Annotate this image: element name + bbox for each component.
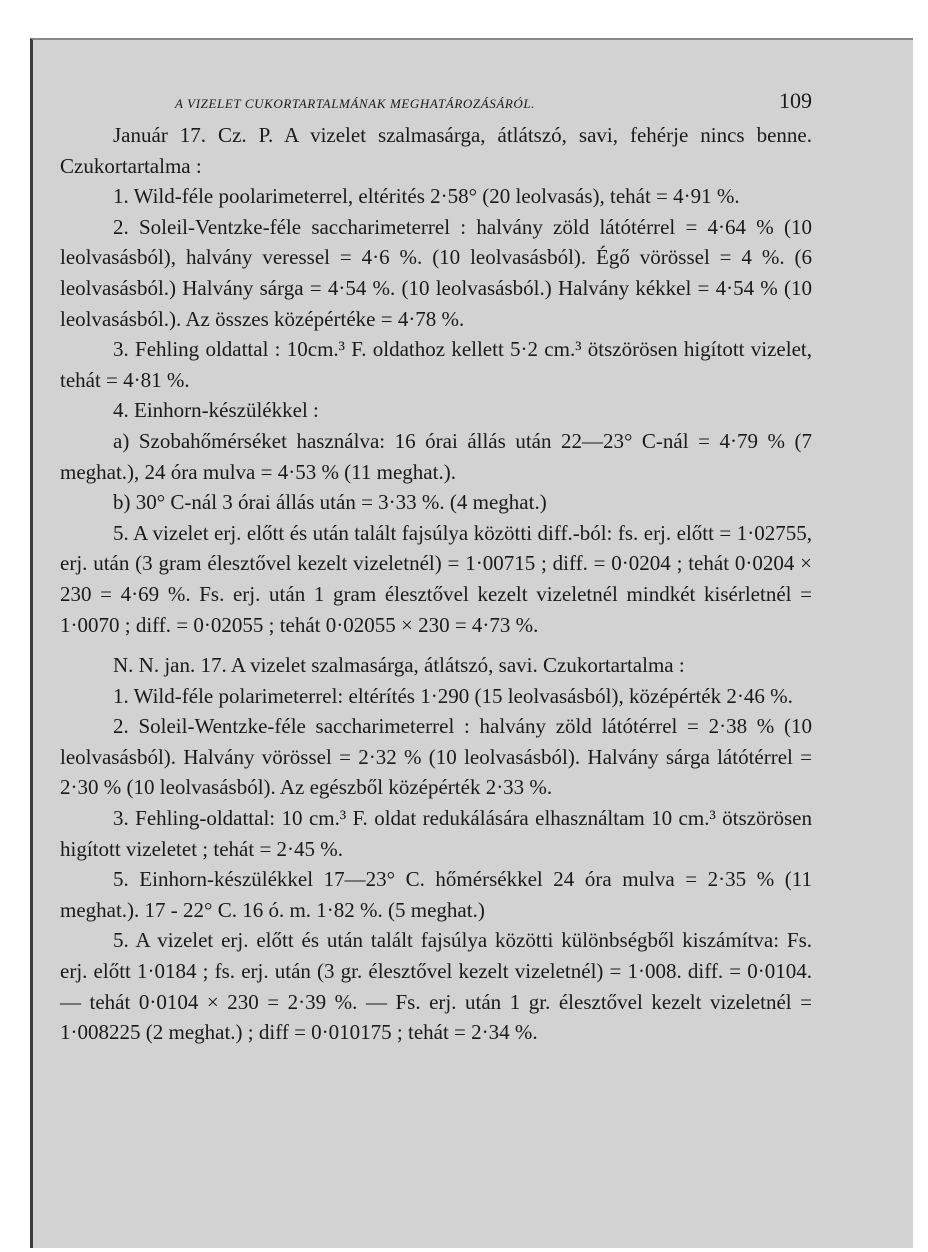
paragraph-einhorn-a: a) Szobahőmérséket használva: 16 órai állás után 22—23° C-nál = 4·79 % (7 meghat.), 24 óra mulva = 4·53 % (11 meghat.). (60, 428, 812, 484)
running-header (60, 86, 812, 120)
paragraph-einhorn-heading: 4. Einhorn-készülékkel : (113, 398, 319, 423)
paragraph-nn-intro: N. N. jan. 17. A vizelet szalmasárga, átlátszó, savi. Czukortartalma : (113, 653, 685, 678)
paragraph-nn-fehling: 3. Fehling-oldattal: 10 cm.³ F. oldat redukálására elhasználtam 10 cm.³ ötszörösen higított vizeletet ; tehát = 2·45 %. (60, 806, 812, 861)
paragraph-fehling: 3. Fehling oldattal : 10cm.³ F. oldathoz kellett 5·2 cm.³ ötszörösen higított vizelet, tehát = 4·81 %. (60, 337, 812, 392)
paragraph-wild-polarimeter: 1. Wild-féle poolarimeterrel, eltérités 2·58° (20 leolvasás), tehát = 4·91 %. (113, 184, 740, 209)
paragraph-nn-specific-gravity: 5. A vizelet erj. előtt és után talált fajsúlya közötti különbségből kiszámítva: Fs. erj. előtt 1·0184 ; fs. erj. után (3 gr. élesztővel kezelt vizeletnél) = 1·008. diff. = 0·0104. — tehát 0·0104 × 230 = 2·39 %. — Fs. erj. után 1 gr. élesztővel kezelt vizeletnél = 1·008225 (2 meghat.) ; diff = 0·010175 ; tehát = 2·34 %. (60, 928, 812, 1045)
page-body (60, 120, 812, 1048)
running-title: A VIZELET CUKORTARTALMÁNAK MEGHATÁROZÁSÁRÓL. (175, 96, 536, 111)
paragraph-nn-wild: 1. Wild-féle polarimeterrel: eltérítés 1·290 (15 leolvasásból), középérték 2·46 %. (113, 683, 793, 708)
page-number: 109 (779, 88, 812, 113)
paragraph-nn-soleil: 2. Soleil-Wentzke-féle saccharimeterrel : halvány zöld látótérrel = 2·38 % (10 leolvasásból). Halvány vörössel = 2·32 % (10 leolvasásból). Halvány sárga látótérrel = 2·30 % (10 leolvasásból). Az egészből középérték 2·33 %. (60, 714, 812, 800)
paragraph-soleil-ventzke: 2. Soleil-Ventzke-féle saccharimeterrel : halvány zöld látótérrel = 4·64 % (10 leolvasásból), halvány veressel = 4·6 %. (10 leolvasásból). Égő vörössel = 4 %. (6 leolvasásból.) Halvány sárga = 4·54 %. (10 leolvasásból.) Halvány kékkel = 4·54 % (10 leolvasásból.). Az összes középértéke = 4·78 %. (60, 214, 812, 331)
paragraph-specific-gravity: 5. A vizelet erj. előtt és után talált fajsúlya közötti diff.-ból: fs. erj. előtt = 1·02755, erj. után (3 gram élesztővel kezelt vizeletnél) = 1·00715 ; diff. = 0·0204 ; tehát 0·0204 × 230 = 4·69 %. Fs. erj. után 1 gram élesztővel kezelt vizeletnél mindkét kisérletnél = 1·0070 ; diff. = 0·02055 ; tehát 0·02055 × 230 = 4·73 %. (60, 520, 812, 637)
paragraph-nn-einhorn: 5. Einhorn-készülékkel 17—23° C. hőmérsékkel 24 óra mulva = 2·35 % (11 meghat.). 17 - 22° C. 16 ó. m. 1·82 %. (5 meghat.) (60, 867, 812, 922)
paragraph-einhorn-b: b) 30° C-nál 3 órai állás után = 3·33 %. (4 meghat.) (113, 490, 547, 515)
book-page (60, 86, 812, 1048)
paragraph-cz-p-intro: Január 17. Cz. P. A vizelet szalmasárga, átlátszó, savi, fehérje nincs benne. Czukortartalma : (60, 123, 812, 178)
